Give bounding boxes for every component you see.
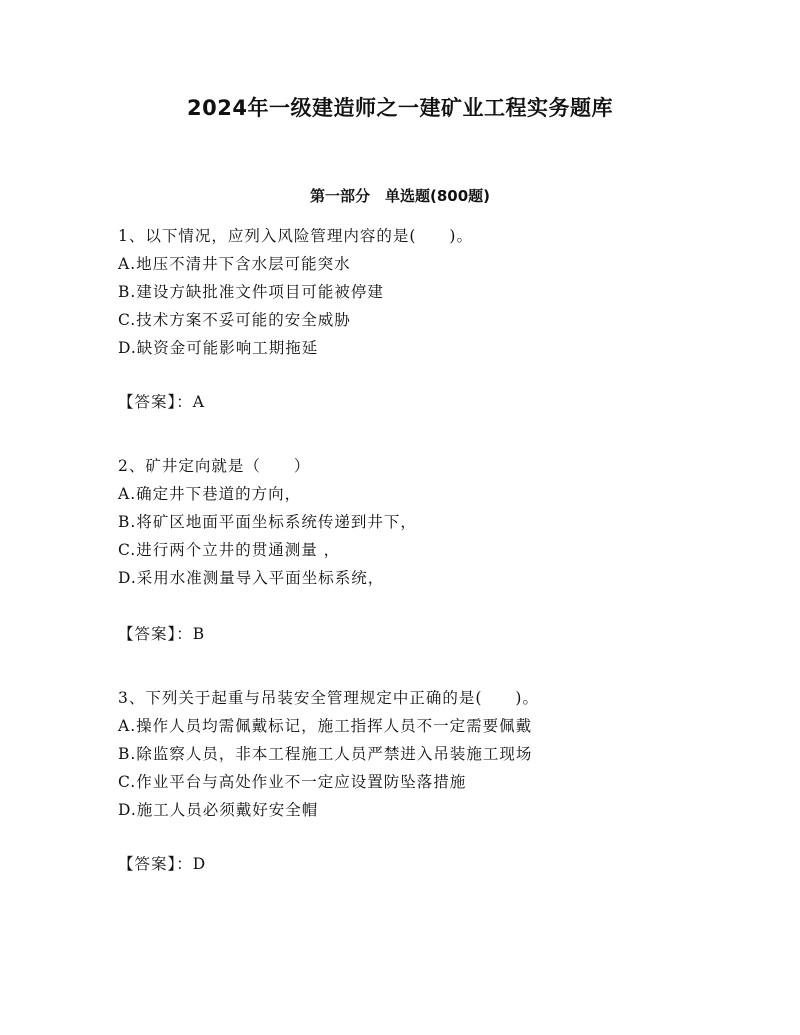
option-b: B.将矿区地面平面坐标系统传递到井下， xyxy=(118,513,417,531)
option-a: A.操作人员均需佩戴标记，施工指挥人员不一定需要佩戴 xyxy=(118,717,533,735)
option-c: C.技术方案不妥可能的安全威胁 xyxy=(118,311,351,329)
page-title: 2024年一级建造师之一建矿业工程实务题库 xyxy=(187,96,613,120)
option-a: A.确定井下巷道的方向， xyxy=(118,485,302,503)
option-b: B.建设方缺批准文件项目可能被停建 xyxy=(118,283,384,301)
option-d: D.采用水准测量导入平面坐标系统， xyxy=(118,569,385,587)
question-stem: 3、下列关于起重与吊装安全管理规定中正确的是( )。 xyxy=(118,689,539,707)
option-a: A.地压不清井下含水层可能突水 xyxy=(118,255,351,273)
option-c: C.作业平台与高处作业不一定应设置防坠落措施 xyxy=(118,773,467,791)
answer-3: 【答案】：D xyxy=(118,855,207,873)
question-3 xyxy=(118,684,718,824)
answer-2: 【答案】：B xyxy=(118,625,206,643)
question-stem: 2、矿井定向就是（ ） xyxy=(118,457,311,475)
question-2 xyxy=(118,452,718,592)
question-1 xyxy=(118,222,718,362)
option-d: D.施工人员必须戴好安全帽 xyxy=(118,801,319,819)
answer-1: 【答案】：A xyxy=(118,393,205,411)
option-b: B.除监察人员，非本工程施工人员严禁进入吊装施工现场 xyxy=(118,745,533,763)
question-stem: 1、以下情况，应列入风险管理内容的是( )。 xyxy=(118,227,473,245)
option-d: D.缺资金可能影响工期拖延 xyxy=(118,339,319,357)
option-c: C.进行两个立井的贯通测量 ， xyxy=(118,541,341,559)
section-title: 第一部分 单选题(800题) xyxy=(309,187,491,205)
